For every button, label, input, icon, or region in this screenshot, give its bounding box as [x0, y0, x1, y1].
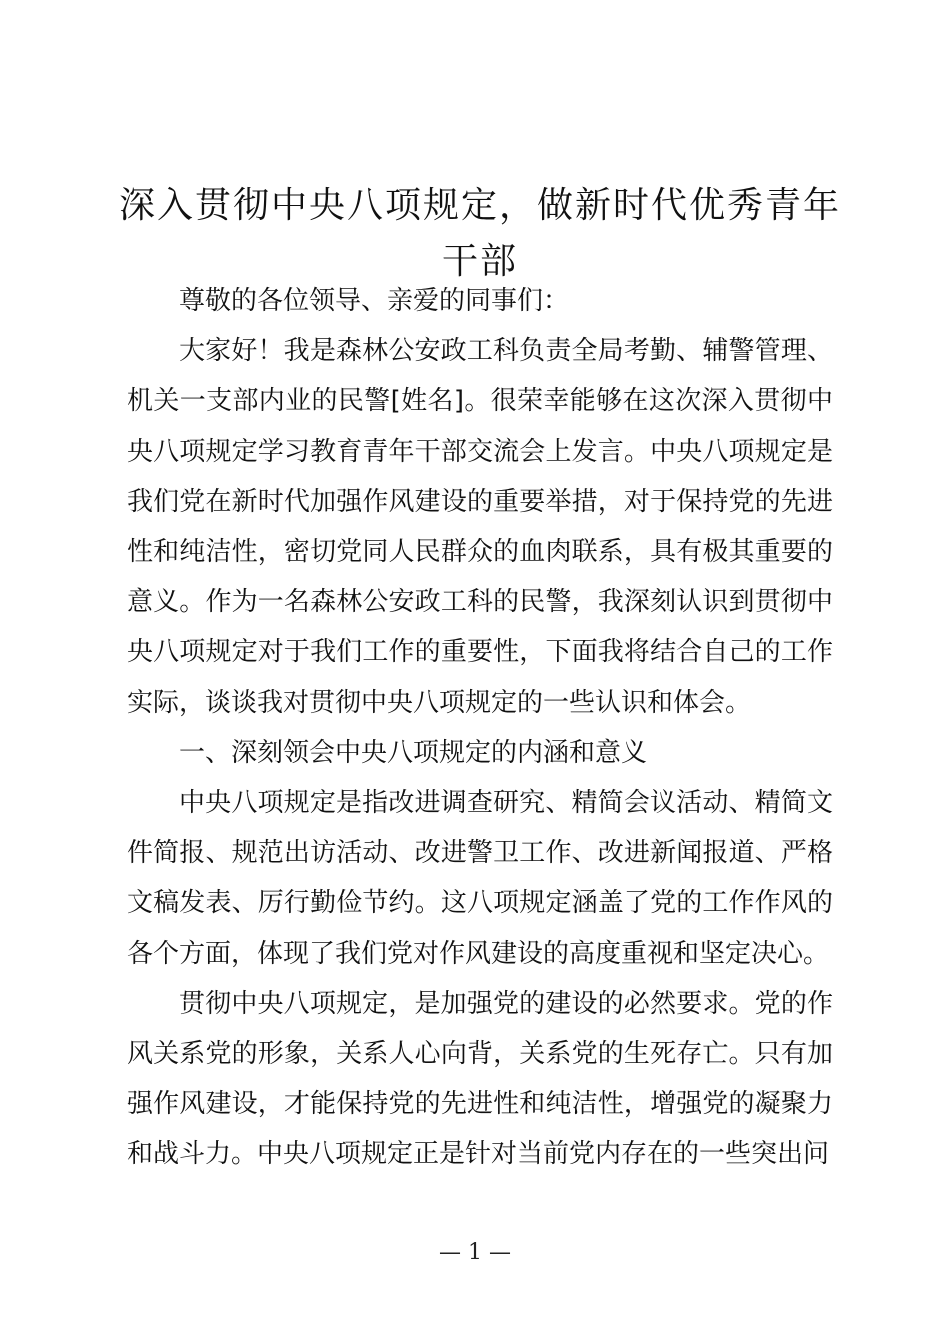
- body-paragraph: 贯彻中央八项规定，是加强党的建设的必然要求。党的作风关系党的形象，关系人心向背，关系党的生死存亡。只有加强作风建设，才能保持党的先进性和纯洁性，增强党的凝聚力和战斗力。中央八项规定正是针对当前党内存在的一些突出问: [127, 988, 833, 1170]
- intro-paragraph: 大家好！我是森林公安政工科负责全局考勤、辅警管理、机关一支部内业的民警[姓名]。很荣幸能够在这次深入贯彻中央八项规定学习教育青年干部交流会上发言。中央八项规定是我们党在新时代加强作风建设的重要举措，对于保持党的先进性和纯洁性，密切党同人民群众的血肉联系，具有极其重要的意义。作为一名森林公安政工科的民警，我深刻认识到贯彻中央八项规定对于我们工作的重要性，下面我将结合自己的工作实际，谈谈我对贯彻中央八项规定的一些认识和体会。: [127, 336, 833, 718]
- document-body: [127, 276, 833, 1180]
- body-paragraph: 中央八项规定是指改进调查研究、精简会议活动、精简文件简报、规范出访活动、改进警卫工作、改进新闻报道、严格文稿发表、厉行勤俭节约。这八项规定涵盖了党的工作作风的各个方面，体现了我们党对作风建设的高度重视和坚定决心。: [127, 788, 833, 969]
- document-title: 深入贯彻中央八项规定，做新时代优秀青年干部: [118, 185, 841, 282]
- salutation-paragraph: 尊敬的各位领导、亲爱的同事们：: [179, 286, 570, 316]
- section-heading: 一、深刻领会中央八项规定的内涵和意义: [179, 737, 648, 768]
- page-number: — 1 —: [439, 1240, 511, 1265]
